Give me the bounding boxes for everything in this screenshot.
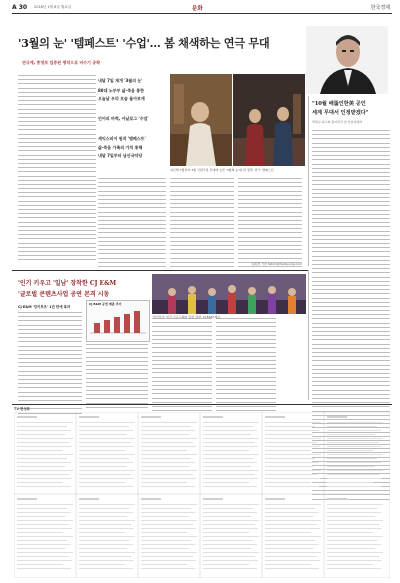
- page-number: A 30: [12, 4, 28, 11]
- columnist-photo: [306, 26, 388, 94]
- subhead-5: 세익스피어 원작 '템페스트': [98, 136, 146, 141]
- quote-line-1: "10월 배뚫인한美 공인: [312, 101, 366, 107]
- second-story-column-4: [216, 318, 276, 414]
- subhead-6: 삶·죽음 가족의 가치 통해: [98, 145, 143, 150]
- columnist-quote: [312, 100, 392, 124]
- page-date: 2018년 1월 8일 월요일: [34, 5, 71, 9]
- kinky-boots-caption: '킹키부츠' 미국 브로드웨이 공연 장면. CJ E&M 제공: [152, 315, 221, 319]
- story-byline: 김희경 기자 hkkim@hankyung.com: [251, 262, 302, 266]
- listings-label: TV 편성표: [14, 407, 30, 411]
- subhead-1: 내달 7일 재개 '3월의 눈': [98, 78, 143, 83]
- main-headline: '3월의 눈' '템페스트' '수업'… 봄 채색하는 연극 무대: [18, 36, 270, 50]
- story-column-3: [170, 178, 234, 274]
- subhead-4: 언어의 마력, 아날로그 '수업': [98, 116, 149, 121]
- second-story-column-1: [18, 312, 82, 417]
- listings-rule: [12, 404, 392, 405]
- column-divider: [308, 96, 309, 266]
- subhead-group: [98, 78, 168, 159]
- second-title-line-1: '인기 키우고 '일남' 장착한 CJ E&M: [18, 280, 117, 287]
- header-rule: [12, 13, 392, 14]
- second-story-column-2: [86, 344, 148, 411]
- revenue-chart: [86, 300, 150, 342]
- kinky-boots-photo: [152, 274, 306, 314]
- section-rule: [12, 270, 308, 271]
- stage-photo-1: [170, 74, 232, 166]
- photo-caption: 지난해 7월부터 3월 국립극장 무대에 오른 '3월의 눈'의 한 장면. 연극 '템페스트': [170, 168, 275, 172]
- second-title-line-2: '글로벌 콘텐츠사업 공연 본격 시동: [18, 291, 110, 298]
- story-column-1: [18, 75, 96, 263]
- tv-listings: [14, 412, 390, 578]
- story-column-4: [238, 178, 302, 274]
- section-label: 문화: [192, 6, 203, 12]
- column-divider-2: [308, 270, 309, 400]
- second-story-kicker: CJ E&M '킹키부츠' 1년 만에 흑자: [18, 305, 71, 309]
- stage-photo-2: [233, 74, 305, 166]
- subhead-2: 80대 노부부 삶·죽음 통한: [98, 88, 145, 93]
- columnist-byline: 박명성 최고화 충지반적 참 상임지배자: [312, 120, 363, 124]
- paper-name: 한국경제: [370, 5, 390, 11]
- subhead-3: 오늘날 우리 모습 돌아보게: [98, 96, 145, 101]
- chart-label: CJ E&M 공연 매출 추이: [89, 302, 122, 306]
- second-story-column-3: [152, 318, 212, 414]
- story-column-2: [98, 178, 166, 274]
- quote-line-2: 세계 무대서 인정받겠다": [312, 110, 369, 116]
- headline-kicker: 연극계, 종영보 입증된 명작으로 비수기 공략: [22, 60, 101, 65]
- subhead-7: 내달 7일부터 남산국악당: [98, 153, 143, 158]
